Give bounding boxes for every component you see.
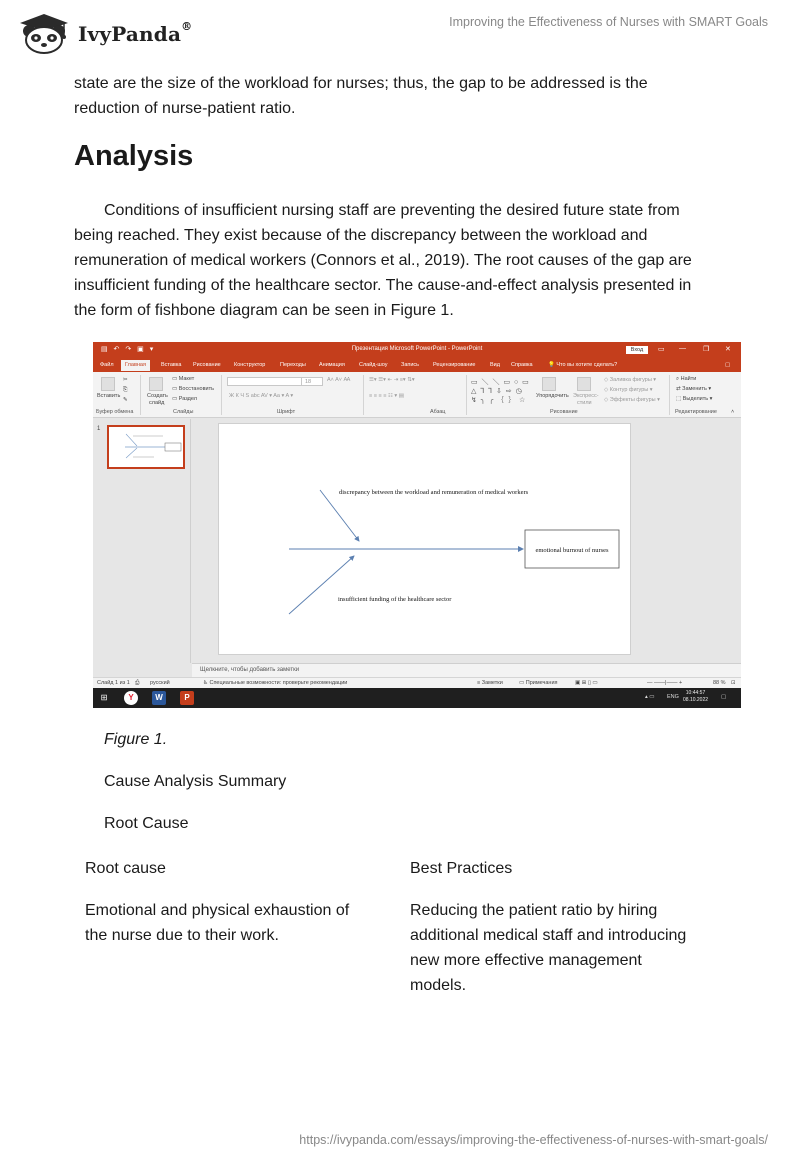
tab-animations[interactable]: Анимация	[319, 362, 345, 368]
bottom-cause-label: insufficient funding of the healthcare sector	[338, 596, 452, 603]
yandex-browser-icon[interactable]: Y	[124, 691, 138, 705]
reset-button[interactable]: ▭ Восстановить	[172, 386, 214, 392]
ribbon-options-icon[interactable]: ▭	[658, 346, 665, 353]
arrange-button[interactable]: Упорядочить	[536, 393, 569, 399]
notes-toggle[interactable]: ≡ Заметки	[477, 680, 503, 686]
tab-insert[interactable]: Вставка	[161, 362, 182, 368]
fit-slide-icon[interactable]: ⊡	[731, 680, 736, 686]
font-size-buttons[interactable]: A˄ A˅ Ꜳ	[327, 377, 351, 383]
tab-record[interactable]: Запись	[401, 362, 420, 368]
section-button[interactable]: ▭ Раздел	[172, 396, 197, 402]
intro-paragraph: state are the size of the workload for nurses; thus, the gap to be addressed is the reduction of nurse-patient ratio.	[74, 75, 648, 117]
taskbar-clock[interactable]: 10:44:57 08.10.2022	[683, 690, 709, 703]
tab-view[interactable]: Вид	[490, 362, 500, 368]
ribbon-tabs	[93, 358, 741, 372]
minimize-button[interactable]: —	[679, 345, 686, 352]
accessibility-status[interactable]: ♿ Специальные возможности: проверьте рекомендации	[203, 680, 348, 686]
window-title: Презентация Microsoft PowerPoint - PowerPoint	[351, 346, 483, 352]
quick-access-toolbar[interactable]: ▤ ↶ ↷ ▣ ▾	[101, 346, 156, 353]
top-cause-label: discrepancy between the workload and remuneration of medical workers	[339, 489, 529, 496]
font-style-buttons[interactable]: Ж К Ч S abc AV ▾ Aa ▾ A ▾	[229, 393, 294, 399]
slide-thumbnail[interactable]	[107, 425, 185, 469]
thumbnail-fishbone-diagram	[109, 427, 183, 467]
summary-label: Cause Analysis Summary	[104, 773, 287, 790]
cut-icon[interactable]: ✂	[123, 377, 128, 383]
font-size-select[interactable]: 18	[301, 377, 323, 386]
tab-help[interactable]: Справка	[511, 362, 533, 368]
tab-review[interactable]: Рецензирование	[433, 362, 476, 368]
table-header-best-practices: Best Practices	[410, 860, 513, 877]
shape-outline-button[interactable]: ◇ Контур фигуры ▾	[604, 387, 653, 393]
shapes-gallery[interactable]: ▭ ＼ ＼ ▭ ○ ▭ △ ⅂ ⅂ ⇩ ⇨ ◷ ↯ ╮ ╭ ｛ ｝ ☆	[471, 379, 530, 404]
slide-canvas[interactable]	[218, 423, 631, 655]
ribbon-home	[93, 372, 741, 418]
status-bar	[93, 677, 741, 688]
bottom-bone-arrow	[289, 556, 354, 614]
arrange-icon[interactable]	[542, 377, 556, 391]
comments-icon[interactable]: ▢	[725, 362, 731, 368]
windows-taskbar	[93, 688, 741, 708]
paste-icon[interactable]	[101, 377, 115, 391]
list-buttons[interactable]: ☰▾ ☰▾ ⇤ ⇥ ≡▾ ⇅▾	[369, 377, 415, 383]
find-button[interactable]: ⌕ Найти	[676, 376, 697, 382]
group-clipboard: Буфер обмена	[96, 409, 134, 415]
group-paragraph: Абзац	[430, 409, 446, 415]
powerpoint-icon[interactable]: P	[180, 691, 194, 705]
figure-caption: Figure 1.	[104, 731, 168, 748]
panda-mascot-icon	[14, 10, 74, 54]
shape-effects-button[interactable]: ◇ Эффекты фигуры ▾	[604, 397, 660, 403]
format-painter-icon[interactable]: ✎	[123, 397, 128, 403]
group-separator	[140, 375, 141, 415]
tray-icons[interactable]: ▴ ▭	[645, 694, 655, 700]
copy-icon[interactable]: ⎘	[123, 387, 128, 393]
notifications-icon[interactable]: ▢	[721, 694, 727, 700]
top-bone-arrow	[320, 490, 359, 541]
tab-home[interactable]: Главная	[121, 360, 150, 371]
powerpoint-screenshot	[93, 342, 741, 708]
replace-button[interactable]: ⇄ Заменить ▾	[676, 386, 712, 392]
title-bar	[93, 342, 741, 358]
zoom-slider[interactable]: — ——|—— +	[647, 680, 683, 686]
essay-title: Improving the Effectiveness of Nurses with SMART Goals	[449, 15, 768, 29]
group-separator	[466, 375, 467, 415]
comments-toggle[interactable]: ▭ Примечания	[519, 680, 558, 686]
brand-name: IvyPanda®	[78, 20, 193, 46]
windows-start-icon[interactable]: ⊞	[100, 693, 108, 702]
tell-me-search[interactable]: 💡 Что вы хотите сделать?	[548, 362, 618, 368]
maximize-button[interactable]: ❐	[703, 346, 710, 353]
select-button[interactable]: ⬚ Выделить ▾	[676, 396, 713, 402]
align-buttons[interactable]: ≡ ≡ ≡ ≡ ☷ ▾ ▤	[369, 393, 404, 399]
slide-number: 1	[97, 426, 101, 432]
notes-pane[interactable]	[192, 663, 741, 677]
word-icon[interactable]: W	[152, 691, 166, 705]
ivypanda-logo[interactable]	[14, 10, 204, 54]
tab-transitions[interactable]: Переходы	[280, 362, 306, 368]
tab-design[interactable]: Конструктор	[234, 362, 266, 368]
close-button[interactable]: ✕	[725, 346, 731, 353]
group-font: Шрифт	[277, 409, 296, 415]
layout-button[interactable]: ▭ Макет	[172, 376, 195, 382]
tab-slideshow[interactable]: Слайд-шоу	[359, 362, 388, 368]
paste-button[interactable]: Вставить	[97, 393, 121, 399]
tab-file[interactable]: Файл	[100, 362, 114, 368]
table-header-root-cause: Root cause	[85, 860, 166, 877]
source-url[interactable]: https://ivypanda.com/essays/improving-the-effectiveness-of-nurses-with-smart-goals/	[299, 1133, 768, 1147]
slide-thumbnail-pane	[93, 419, 191, 663]
group-editing: Редактирование	[675, 409, 717, 415]
quick-styles-button-line2[interactable]: стили	[577, 400, 592, 406]
effect-label: emotional burnout of nurses	[535, 547, 609, 554]
group-drawing: Рисование	[550, 409, 578, 415]
table-cell-best-practices: Reducing the patient ratio by hiring additional medical staff and introducing new more effective management models.	[410, 902, 687, 994]
view-buttons[interactable]: ▣ ⊞ ▯ ▭	[575, 680, 598, 686]
analysis-paragraph: Conditions of insufficient nursing staff are preventing the desired future state from being reached. They exist because of the discrepancy between the workload and remuneration of medical workers (Connors et al., 2019). The root causes of the gap are insufficient funding of the healthcare sector. The cause-and-effect analysis presented in the form of fishbone diagram can be seen in Figure 1.	[74, 202, 692, 319]
input-language[interactable]: ENG	[667, 694, 679, 700]
tab-draw[interactable]: Рисование	[193, 362, 221, 368]
zoom-level[interactable]: 88 %	[713, 680, 726, 686]
fishbone-diagram	[219, 424, 632, 656]
status-language[interactable]: русский	[150, 680, 170, 686]
notes-placeholder: Щелкните, чтобы добавить заметки	[200, 667, 300, 673]
login-button[interactable]: Вход	[626, 346, 648, 354]
quick-styles-button[interactable]: Экспресс-	[573, 393, 599, 399]
new-slide-icon[interactable]	[149, 377, 163, 391]
group-slides: Слайды	[173, 409, 194, 415]
table-cell-root-cause: Emotional and physical exhaustion of the nurse due to their work.	[85, 902, 350, 944]
shape-fill-button[interactable]: ◇ Заливка фигуры ▾	[604, 377, 657, 383]
root-cause-label: Root Cause	[104, 815, 189, 832]
status-slide: Слайд 1 из 1	[97, 680, 130, 686]
group-separator	[669, 375, 670, 415]
quick-styles-icon[interactable]	[577, 377, 591, 391]
group-separator	[221, 375, 222, 415]
group-separator	[363, 375, 364, 415]
spellcheck-icon[interactable]: ⎙	[135, 680, 140, 686]
new-slide-button[interactable]: Создать	[147, 393, 168, 399]
section-heading: Analysis	[74, 140, 194, 172]
new-slide-button-line2[interactable]: слайд	[149, 400, 165, 406]
collapse-ribbon-icon[interactable]: ˄	[731, 409, 735, 415]
